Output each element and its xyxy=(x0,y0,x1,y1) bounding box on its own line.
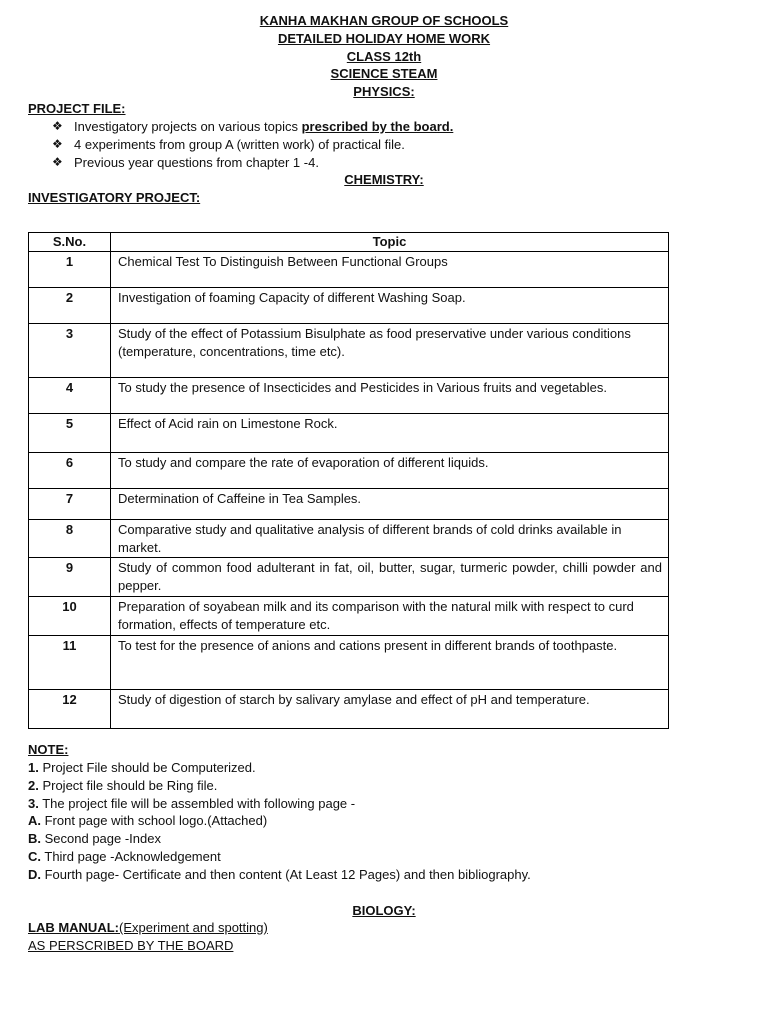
list-item xyxy=(52,118,453,136)
physics-bullet-list xyxy=(52,118,453,171)
list-item xyxy=(28,830,531,848)
list-item xyxy=(28,795,531,813)
list-item xyxy=(52,154,453,172)
note-list xyxy=(28,759,531,884)
row-topic: Chemical Test To Distinguish Between Functional Groups xyxy=(111,251,669,287)
row-number: 1 xyxy=(29,251,111,287)
row-topic: Determination of Caffeine in Tea Samples. xyxy=(111,488,669,519)
table-row xyxy=(29,251,669,287)
table-header-row xyxy=(29,233,669,252)
table-row xyxy=(29,689,669,728)
note-text: Front page with school logo.(Attached) xyxy=(41,813,268,829)
table-row xyxy=(29,413,669,452)
row-number: 5 xyxy=(29,413,111,452)
row-topic: To study and compare the rate of evaporation of different liquids. xyxy=(111,452,669,488)
note-text: The project file will be assembled with following page - xyxy=(38,795,356,811)
note-marker: A. xyxy=(28,813,41,829)
bullet-text: Previous year questions from chapter 1 -4. xyxy=(74,154,319,170)
row-number: 6 xyxy=(29,452,111,488)
table-row xyxy=(29,488,669,519)
lab-manual-line xyxy=(28,919,268,937)
row-number: 3 xyxy=(29,323,111,377)
chemistry-heading: CHEMISTRY: xyxy=(344,172,424,187)
note-marker: 3. xyxy=(28,795,39,811)
project-topics-table xyxy=(28,232,669,729)
document-header xyxy=(0,12,768,101)
note-marker: B. xyxy=(28,831,41,847)
table-row xyxy=(29,323,669,377)
column-header-topic: Topic xyxy=(111,233,669,252)
bullet-text: Investigatory projects on various topics xyxy=(74,119,302,134)
note-marker: D. xyxy=(28,866,41,882)
list-item xyxy=(28,866,531,884)
row-topic: Effect of Acid rain on Limestone Rock. xyxy=(111,413,669,452)
note-marker: 2. xyxy=(28,777,39,793)
table-row xyxy=(29,377,669,413)
row-number: 7 xyxy=(29,488,111,519)
stream-label: SCIENCE STEAM xyxy=(330,66,438,82)
table-row xyxy=(29,635,669,689)
lab-manual-detail: (Experiment and spotting) xyxy=(118,920,268,935)
diamond-bullet-icon: ❖ xyxy=(52,119,63,133)
bullet-emphasis: prescribed by the board. xyxy=(301,119,454,134)
list-item xyxy=(28,812,531,830)
class-label: CLASS 12th xyxy=(346,48,422,64)
table-row xyxy=(29,519,669,558)
row-number: 11 xyxy=(29,635,111,689)
row-number: 12 xyxy=(29,689,111,728)
row-number: 8 xyxy=(29,519,111,558)
row-topic: Comparative study and qualitative analysis of different brands of cold drinks available in market. xyxy=(111,519,669,558)
bullet-text: 4 experiments from group A (written work) of practical file. xyxy=(74,136,405,152)
note-marker: C. xyxy=(28,848,41,864)
list-item xyxy=(28,759,531,777)
row-topic: To study the presence of Insecticides and Pesticides in Various fruits and vegetables. xyxy=(111,377,669,413)
row-number: 2 xyxy=(29,287,111,323)
lab-manual-label: LAB MANUAL: xyxy=(28,920,119,935)
note-text: Third page -Acknowledgement xyxy=(41,848,221,864)
list-item xyxy=(52,136,453,154)
note-marker: 1. xyxy=(28,760,39,775)
row-topic: Study of digestion of starch by salivary amylase and effect of pH and temperature. xyxy=(111,689,669,728)
list-item xyxy=(28,777,531,795)
row-topic: To test for the presence of anions and cations present in different brands of toothpaste. xyxy=(111,635,669,689)
note-heading: NOTE: xyxy=(28,742,69,757)
school-name: KANHA MAKHAN GROUP OF SCHOOLS xyxy=(259,13,509,28)
document-title: DETAILED HOLIDAY HOME WORK xyxy=(277,30,491,46)
row-number: 9 xyxy=(29,558,111,597)
biology-heading: BIOLOGY: xyxy=(352,903,416,918)
row-number: 10 xyxy=(29,596,111,635)
row-number: 4 xyxy=(29,377,111,413)
column-header-sno: S.No. xyxy=(29,233,111,252)
diamond-bullet-icon: ❖ xyxy=(52,136,63,151)
note-text: Fourth page- Certificate and then content (At Least 12 Pages) and then bibliography. xyxy=(41,866,531,882)
table-row xyxy=(29,596,669,635)
diamond-bullet-icon: ❖ xyxy=(52,154,63,169)
physics-heading: PHYSICS: xyxy=(353,84,415,100)
row-topic: Study of the effect of Potassium Bisulphate as food preservative under various conditions (temperature, concentrations, time etc). xyxy=(111,323,669,377)
list-item xyxy=(28,848,531,866)
table-row xyxy=(29,287,669,323)
prescribed-note: AS PERSCRIBED BY THE BOARD xyxy=(28,938,234,953)
table-row xyxy=(29,452,669,488)
note-text: Project file should be Ring file. xyxy=(38,777,218,793)
row-topic: Preparation of soyabean milk and its comparison with the natural milk with respect to curd formation, effects of temperature etc. xyxy=(111,596,669,635)
table-row xyxy=(29,558,669,597)
note-text: Second page -Index xyxy=(41,831,161,847)
note-text: Project File should be Computerized. xyxy=(38,760,256,775)
project-file-heading: PROJECT FILE: xyxy=(28,101,126,116)
row-topic: Study of common food adulterant in fat, oil, butter, sugar, turmeric powder, chilli powder and pepper. xyxy=(111,558,669,597)
investigatory-project-heading: INVESTIGATORY PROJECT: xyxy=(28,190,201,205)
row-topic: Investigation of foaming Capacity of different Washing Soap. xyxy=(111,287,669,323)
